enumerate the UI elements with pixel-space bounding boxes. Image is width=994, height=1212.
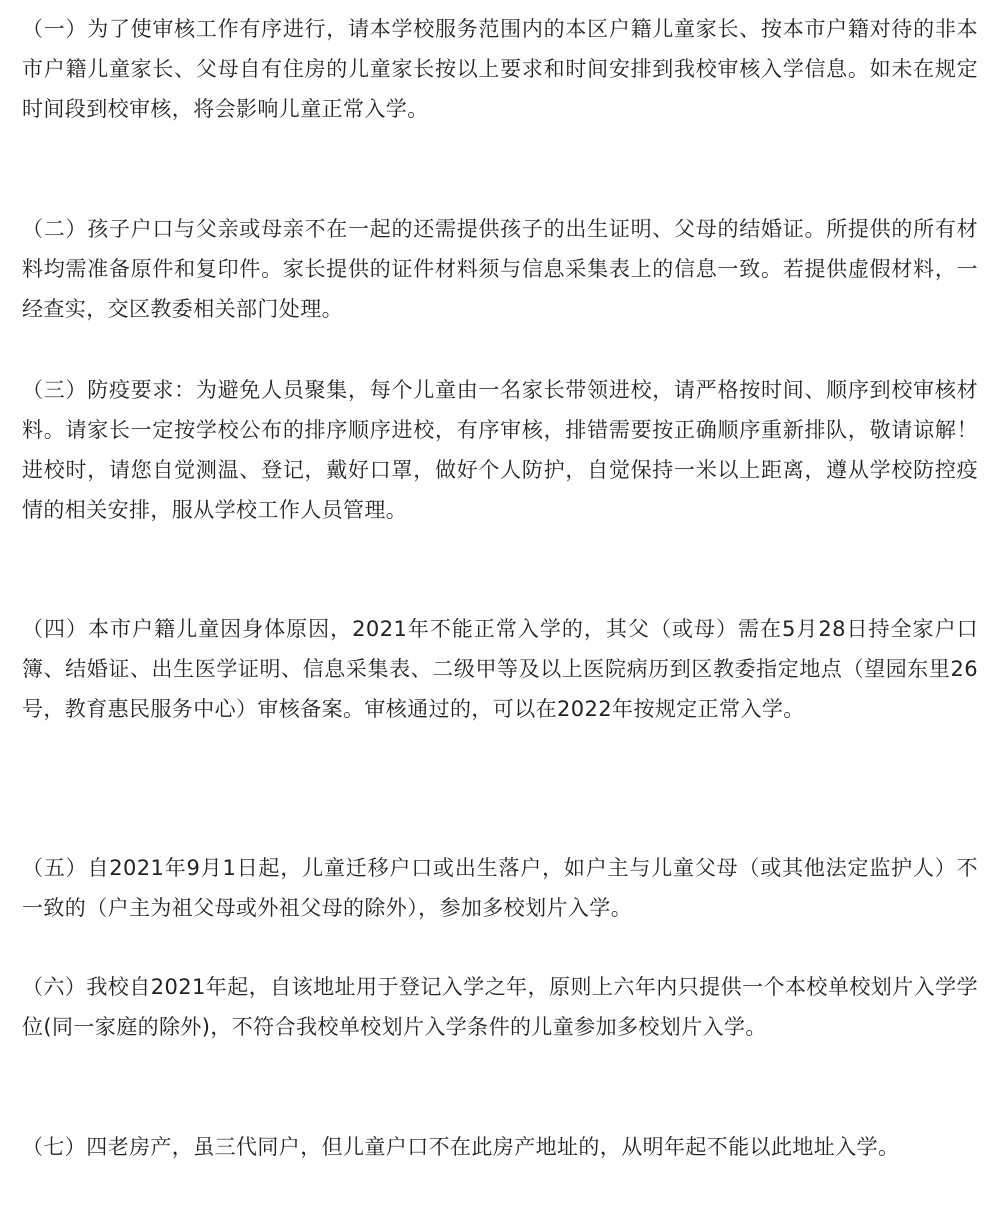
paragraph-6: （六）我校自2021年起，自该地址用于登记入学之年，原则上六年内只提供一个本校单校划片入学学位(同一家庭的除外)，不符合我校单校划片入学条件的儿童参加多校划片入学。 bbox=[22, 975, 978, 1039]
paragraph-2: （二）孩子户口与父亲或母亲不在一起的还需提供孩子的出生证明、父母的结婚证。所提供的所有材料均需准备原件和复印件。家长提供的证件材料须与信息采集表上的信息一致。若提供虚假材料，一经查实，交区教委相关部门处理。 bbox=[22, 217, 978, 321]
paragraph-4: （四）本市户籍儿童因身体原因，2021年不能正常入学的，其父（或母）需在5月28日持全家户口簿、结婚证、出生医学证明、信息采集表、二级甲等及以上医院病历到区教委指定地点（望园东里26号，教育惠民服务中心）审核备案。审核通过的，可以在2022年按规定正常入学。 bbox=[22, 617, 978, 721]
paragraph-1: （一）为了使审核工作有序进行，请本学校服务范围内的本区户籍儿童家长、按本市户籍对待的非本市户籍儿童家长、父母自有住房的儿童家长按以上要求和时间安排到我校审核入学信息。如未在规定时间段到校审核，将会影响儿童正常入学。 bbox=[22, 17, 978, 121]
paragraph-5: （五）自2021年9月1日起，儿童迁移户口或出生落户，如户主与儿童父母（或其他法定监护人）不一致的（户主为祖父母或外祖父母的除外），参加多校划片入学。 bbox=[22, 856, 978, 920]
paragraph-7: （七）四老房产，虽三代同户，但儿童户口不在此房产地址的，从明年起不能以此地址入学。 bbox=[22, 1135, 900, 1159]
paragraph-3: （三）防疫要求：为避免人员聚集，每个儿童由一名家长带领进校，请严格按时间、顺序到校审核材料。请家长一定按学校公布的排序顺序进校，有序审核，排错需要按正确顺序重新排队，敬请谅解！进校时，请您自觉测温、登记，戴好口罩，做好个人防护，自觉保持一米以上距离，遵从学校防控疫情的相关安排，服从学校工作人员管理。 bbox=[22, 378, 978, 522]
